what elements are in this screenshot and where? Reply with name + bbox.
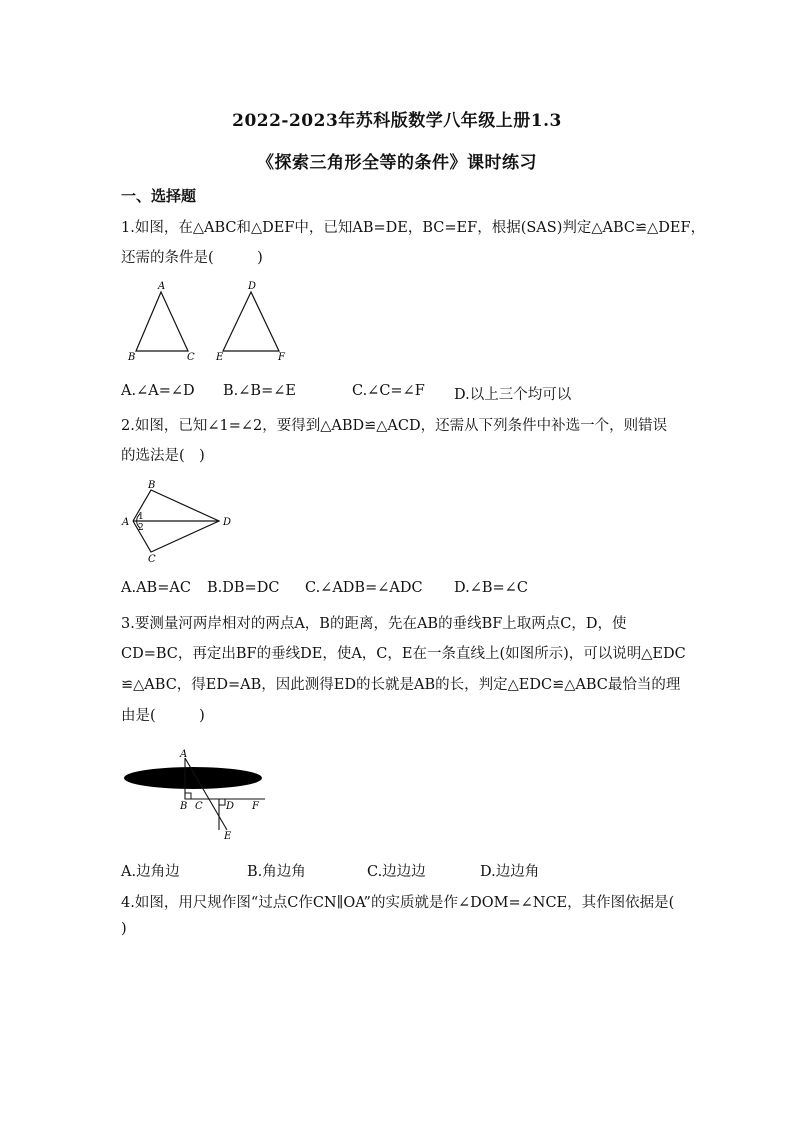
q2-label-1: 1 [138, 512, 144, 522]
q1-label-A: A [158, 281, 166, 292]
q3-label-C: C [195, 801, 203, 812]
q3-label-E: E [224, 831, 232, 842]
q1-option-d[interactable]: D.以上三个均可以 [454, 387, 572, 403]
q3-river [124, 767, 262, 789]
q1-option-a[interactable]: A.∠A=∠D [121, 383, 195, 399]
q2-text-line-2: 的选法是( ) [121, 448, 205, 464]
q2-option-c[interactable]: C.∠ADB=∠ADC [305, 580, 423, 596]
q2-option-a[interactable]: A.AB=AC [121, 580, 191, 596]
q3-text-line-3: ≌△ABC，得ED=AB，因此测得ED的长就是AB的长，判定△EDC≌△ABC最恰当的理 [121, 677, 681, 693]
q2-label-C: C [148, 554, 156, 565]
q1-option-c[interactable]: C.∠C=∠F [352, 383, 425, 399]
q3-option-c[interactable]: C.边边边 [367, 864, 426, 880]
q4-text-line-2: ) [121, 921, 127, 937]
q3-text-line-2: CD=BC，再定出BF的垂线DE，使A，C，E在一条直线上(如图所示)，可以说明△EDC [121, 646, 686, 662]
q3-option-a[interactable]: A.边角边 [121, 864, 180, 880]
q3-label-A: A [180, 749, 188, 760]
q1-text-line-2: 还需的条件是( ) [121, 250, 263, 266]
q3-option-b[interactable]: B.角边角 [247, 864, 306, 880]
q1-figure [126, 278, 296, 368]
q1-label-D: D [248, 281, 257, 292]
q1-option-b[interactable]: B.∠B=∠E [223, 383, 296, 399]
title-line-2: 《探索三角形全等的条件》课时练习 [257, 153, 537, 173]
q2-option-b[interactable]: B.DB=DC [207, 580, 280, 596]
q1-label-B: B [128, 352, 136, 363]
q3-figure [122, 748, 272, 840]
q4-text-line-1: 4.如图，用尺规作图“过点C作CN∥OA”的实质就是作∠DOM=∠NCE，其作图依据是( [121, 895, 675, 911]
q3-label-F: F [252, 801, 259, 812]
q2-figure [120, 476, 245, 566]
title-line-1: 2022-2023年苏科版数学八年级上册1.3 [232, 111, 562, 131]
q1-text-line-1: 1.如图，在△ABC和△DEF中，已知AB=DE，BC=EF，根据(SAS)判定△ABC≌△DEF， [121, 220, 706, 236]
q2-label-A: A [122, 517, 130, 528]
q1-label-F: F [278, 352, 285, 363]
q2-text-line-1: 2.如图，已知∠1=∠2，要得到△ABD≌△ACD，还需从下列条件中补选一个，则错误 [121, 418, 668, 434]
q3-text-line-1: 3.要测量河两岸相对的两点A，B的距离，先在AB的垂线BF上取两点C，D，使 [121, 616, 627, 632]
q3-option-d[interactable]: D.边边角 [480, 864, 540, 880]
q2-label-D: D [223, 517, 232, 528]
q2-option-d[interactable]: D.∠B=∠C [454, 580, 528, 596]
q2-label-B: B [148, 480, 156, 491]
q3-text-line-4: 由是( ) [121, 708, 205, 724]
q1-label-C: C [187, 352, 195, 363]
section-heading-choice: 一、选择题 [121, 187, 197, 205]
q3-label-D: D [226, 801, 235, 812]
q2-label-2: 2 [138, 523, 144, 533]
q1-label-E: E [216, 352, 224, 363]
q3-label-B: B [180, 801, 188, 812]
